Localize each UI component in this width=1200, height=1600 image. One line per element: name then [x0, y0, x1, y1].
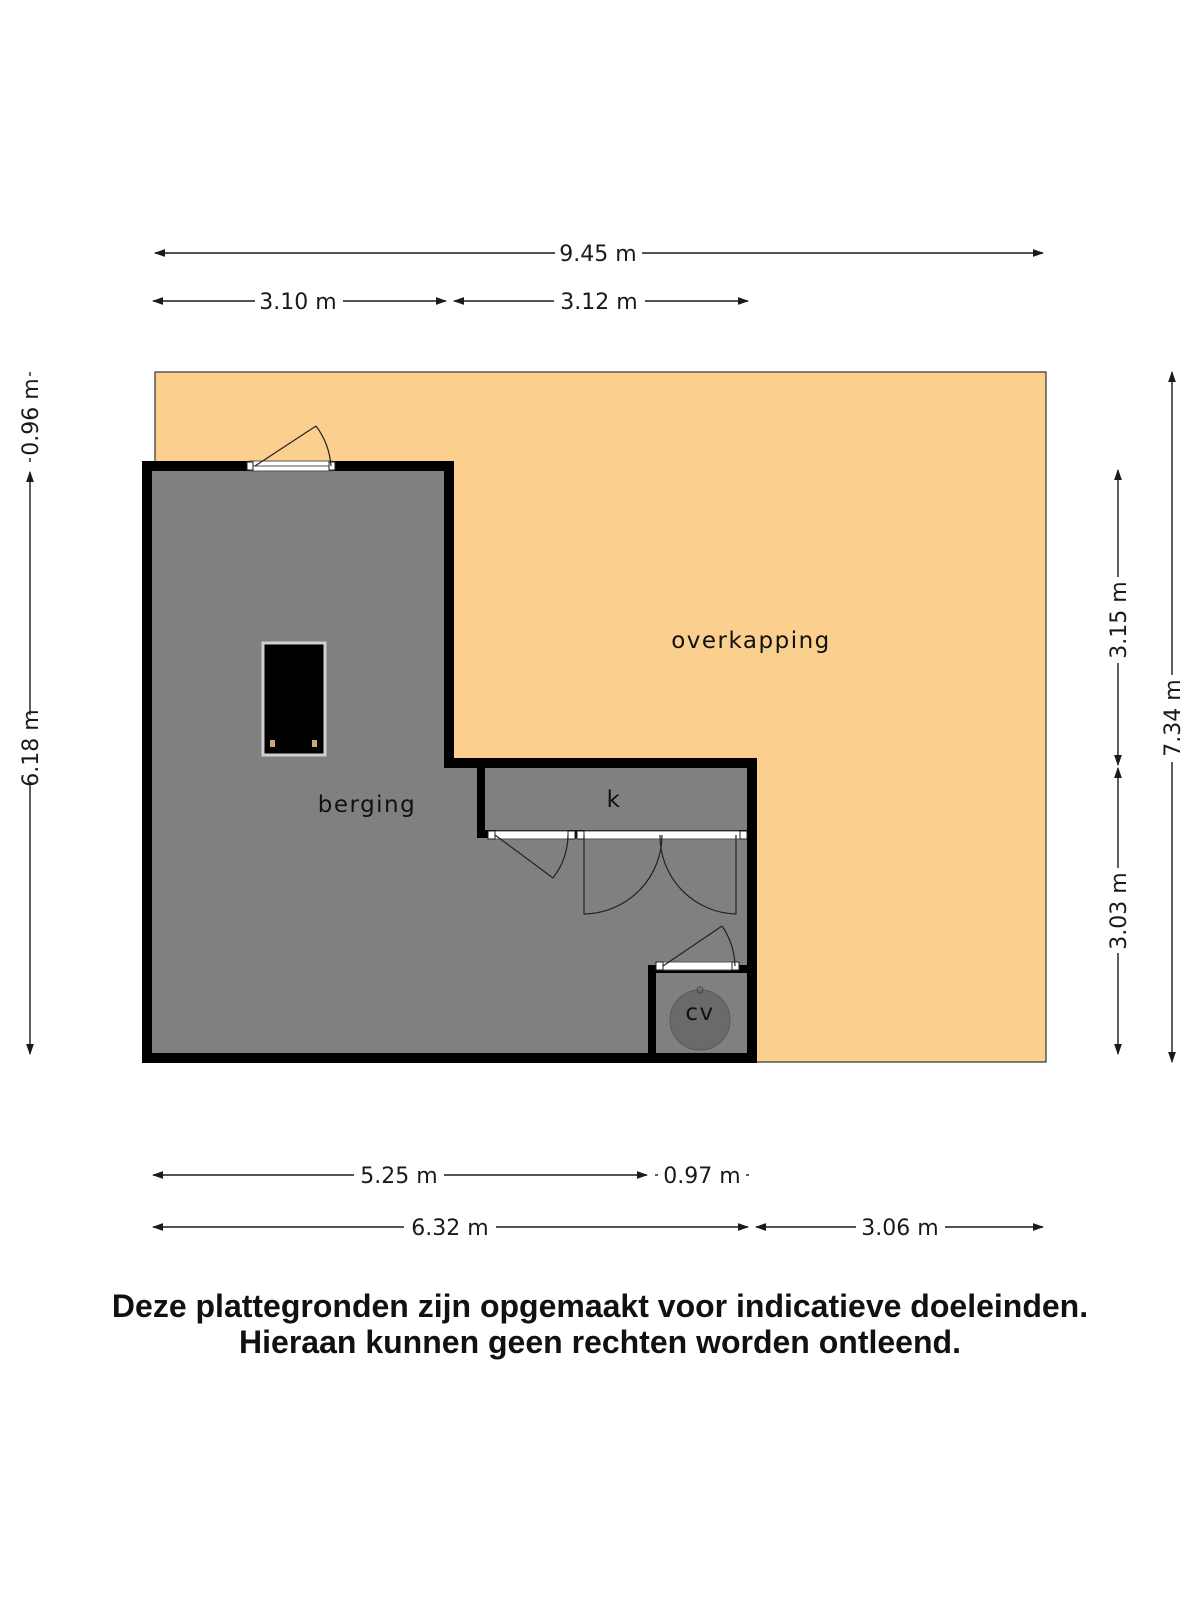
skylight: [263, 643, 325, 755]
svg-text:0.96 m: 0.96 m: [19, 378, 44, 456]
dim-top-mid: [454, 290, 748, 315]
dim-top-total: [155, 242, 1043, 267]
dim-bottom2-left: [153, 1216, 748, 1241]
disclaimer-line-2: Hieraan kunnen geen rechten worden ontleend.: [239, 1324, 961, 1360]
label-k: k: [606, 787, 622, 813]
svg-text:9.45 m: 9.45 m: [559, 242, 637, 267]
disclaimer-line-1: Deze plattegronden zijn opgemaakt voor indicatieve doeleinden.: [111, 1288, 1089, 1324]
dim-bottom-left: [153, 1164, 647, 1189]
svg-text:6.32 m: 6.32 m: [411, 1216, 489, 1241]
label-cv: cv: [685, 1000, 715, 1026]
svg-text:0.97 m: 0.97 m: [663, 1164, 741, 1189]
label-berging: berging: [317, 792, 417, 818]
svg-text:6.18 m: 6.18 m: [19, 709, 44, 787]
svg-text:3.10 m: 3.10 m: [259, 290, 337, 315]
dim-right-upper: [1107, 470, 1132, 765]
svg-text:3.03 m: 3.03 m: [1107, 872, 1132, 950]
dim-bottom2-right: [756, 1216, 1043, 1241]
dim-left-lower: [19, 472, 44, 1054]
dim-right-lower: [1107, 768, 1132, 1054]
svg-text:3.06 m: 3.06 m: [861, 1216, 939, 1241]
svg-text:7.34 m: 7.34 m: [1161, 679, 1186, 757]
svg-text:3.12 m: 3.12 m: [560, 290, 638, 315]
dim-left-upper: [19, 372, 44, 462]
dim-top-left: [153, 290, 446, 315]
label-overkapping: overkapping: [671, 628, 831, 654]
dim-right-total: [1161, 372, 1186, 1062]
svg-text:5.25 m: 5.25 m: [360, 1164, 438, 1189]
svg-text:3.15 m: 3.15 m: [1107, 581, 1132, 659]
dim-bottom-mid: [655, 1164, 749, 1189]
